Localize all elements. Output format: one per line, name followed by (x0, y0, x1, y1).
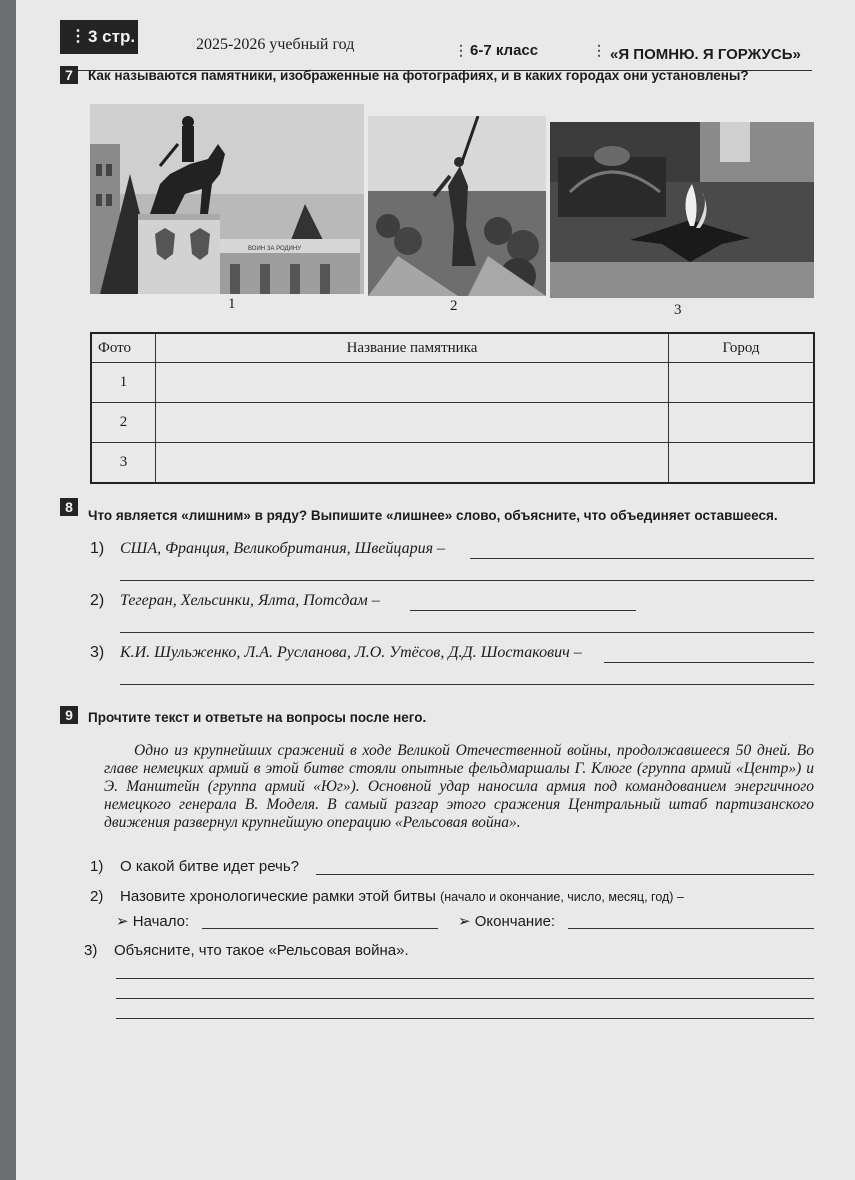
answer-line[interactable] (410, 610, 636, 611)
photo-1-caption: 1 (228, 296, 236, 312)
monument-name-cell[interactable] (156, 402, 669, 442)
start-date-label: ➢ Начало: (116, 913, 190, 930)
question-9-text: Прочтите текст и ответьте на вопросы после него. (88, 710, 427, 725)
answer-line[interactable] (120, 580, 814, 581)
end-date-field[interactable] (568, 928, 814, 929)
city-cell[interactable] (669, 442, 815, 483)
dots-icon: ⋮ (70, 28, 85, 45)
photo-monument-2 (368, 116, 546, 296)
grade-label: 6-7 класс (470, 42, 539, 59)
answer-line[interactable] (316, 874, 814, 875)
answer-line[interactable] (120, 684, 814, 685)
col-header-photo: Фото (91, 333, 156, 363)
city-cell[interactable] (669, 402, 815, 442)
answer-line[interactable] (604, 662, 814, 663)
separator-icon: ⋮ (592, 42, 606, 58)
plaque-text: ВОИН ЗА РОДИНУ (248, 246, 302, 252)
table-row (91, 363, 814, 403)
table-header-row (91, 333, 814, 363)
answer-line[interactable] (116, 978, 814, 979)
answer-line[interactable] (116, 1018, 814, 1019)
page-number-tag: ⋮ 3 стр. (60, 20, 138, 54)
row-photo-number: 1 (91, 363, 156, 403)
photo-monument-1 (90, 104, 364, 294)
q8-item-3: 3) К.И. Шульженко, Л.А. Русланова, Л.О. Утёсов, Д.Д. Шостакович – (90, 644, 582, 661)
question-7-number: 7 (60, 66, 78, 84)
q8-item-1: 1) США, Франция, Великобритания, Швейцария – (90, 540, 446, 557)
q9-sub-1: 1) О какой битве идет речь? (90, 858, 300, 875)
row-photo-number: 3 (91, 442, 156, 483)
olympiad-title: «Я ПОМНЮ. Я ГОРЖУСЬ» (610, 46, 801, 63)
answer-line[interactable] (470, 558, 814, 559)
q9-sub-2: 2) Назовите хронологические рамки этой битвы (начало и окончание, число, месяц, год) – (90, 888, 684, 905)
question-8-text: Что является «лишним» в ряду? Выпишите «лишнее» слово, объясните, что объединяет оставшееся. (88, 508, 778, 523)
question-7-text: Как называются памятники, изображенные на фотографиях, и в каких городах они установлены? (88, 68, 749, 83)
end-date-label: ➢ Окончание: (458, 913, 556, 930)
photo-monument-3 (550, 122, 814, 298)
monument-name-cell[interactable] (156, 363, 669, 403)
city-cell[interactable] (669, 363, 815, 403)
question-8-number: 8 (60, 498, 78, 516)
separator-icon: ⋮ (454, 42, 468, 58)
photo-2-caption: 2 (450, 298, 458, 314)
table-row (91, 402, 814, 442)
start-date-field[interactable] (202, 928, 438, 929)
photo-3-caption: 3 (674, 302, 682, 318)
col-header-city: Город (669, 333, 815, 363)
reading-passage: Одно из крупнейших сражений в ходе Великой Отечественной войны, продолжавшееся 50 дней. Во главе немецких армий в этой битве стояли опытные фельдмаршалы Г. Клюге (группа армий «Центр») и Э. Манштейн (группа армий «Юг»). Основной удар наносила армия под командованием энергичного немецкого генерала В. Моделя. В самый разгар этого сражения Центральный штаб партизанского движения развернул крупнейшую операцию «Рельсовая война». (104, 742, 814, 831)
row-photo-number: 2 (91, 402, 156, 442)
q9-sub-3: 3) Объясните, что такое «Рельсовая война». (84, 942, 409, 959)
q8-item-2: 2) Тегеран, Хельсинки, Ялта, Потсдам – (90, 592, 380, 609)
answer-line[interactable] (116, 998, 814, 999)
col-header-name: Название памятника (156, 333, 669, 363)
school-year: 2025-2026 учебный год (196, 36, 355, 53)
monuments-answer-table (90, 332, 815, 484)
question-9-number: 9 (60, 706, 78, 724)
table-row (91, 442, 814, 483)
answer-line[interactable] (120, 632, 814, 633)
monument-name-cell[interactable] (156, 442, 669, 483)
worksheet-page (16, 0, 855, 1180)
